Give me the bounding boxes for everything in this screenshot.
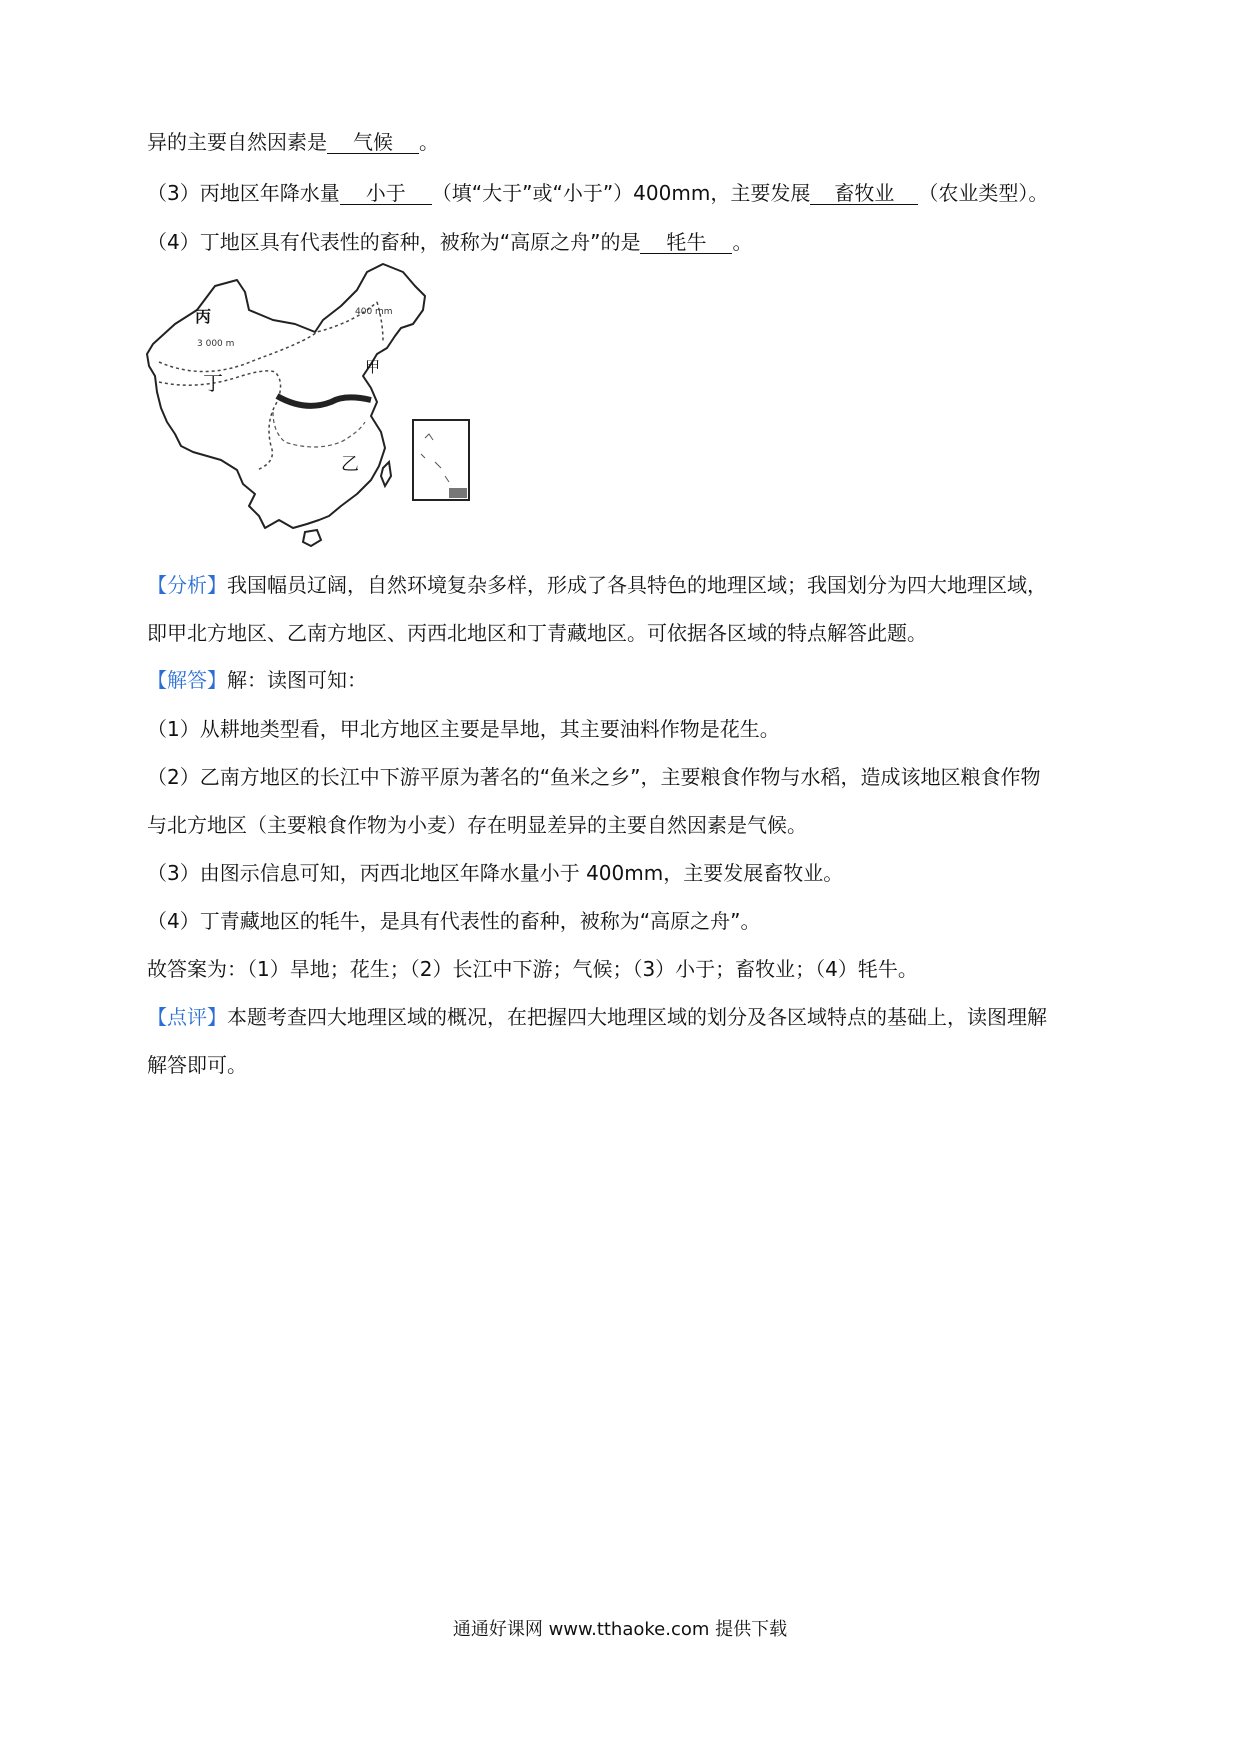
comment-line-1 — [147, 1004, 1047, 1030]
answer-text-1: （1）从耕地类型看，甲北方地区主要是旱地，其主要油料作物是花生。 — [147, 717, 780, 741]
answer-line-1 — [147, 716, 780, 742]
answer-intro-line — [147, 667, 367, 693]
comment-text-2: 解答即可。 — [147, 1053, 247, 1077]
answer-text-3: （3）由图示信息可知，丙西北地区年降水量小于 400mm，主要发展畜牧业。 — [147, 861, 844, 885]
q4-line — [147, 229, 752, 255]
qinling-huaihe-line — [277, 396, 371, 406]
analysis-line-1 — [147, 572, 1047, 598]
taiwan-island — [381, 462, 391, 486]
q3-text-pre: （3）丙地区年降水量 — [147, 181, 340, 205]
q3-text-post: （农业类型）。 — [918, 181, 1049, 205]
answer-line-4 — [147, 908, 760, 934]
answer-text-2a: （2）乙南方地区的长江中下游平原为著名的“鱼米之乡”，主要粮食作物与水稻，造成该地区粮食作物 — [147, 765, 1041, 789]
answer-blank-animal-husbandry: 畜牧业 — [810, 182, 918, 205]
boundary-south — [273, 412, 365, 447]
q3-text-mid: （填“大于”或“小于”）400mm，主要发展 — [431, 181, 811, 205]
footer-credit: 通通好课网 www.tthaoke.com 提供下载 — [452, 1619, 788, 1640]
answer-tag: 【解答】 — [147, 668, 227, 692]
analysis-tag: 【分析】 — [147, 573, 227, 597]
q4-text-post: 。 — [732, 230, 753, 254]
q4-text-pre: （4）丁地区具有代表性的畜种，被称为“高原之舟”的是 — [147, 230, 641, 254]
q2-tail-end: 。 — [419, 130, 439, 154]
analysis-text-2: 即甲北方地区、乙南方地区、丙西北地区和丁青藏地区。可依据各区域的特点解答此题。 — [147, 621, 927, 645]
answer-blank-yak: 牦牛 — [640, 231, 732, 254]
comment-line-2 — [147, 1052, 247, 1078]
answer-text-4: （4）丁青藏地区的牦牛，是具有代表性的畜种，被称为“高原之舟”。 — [147, 909, 761, 933]
answer-intro: 解：读图可知： — [227, 668, 367, 692]
hainan-island — [303, 530, 321, 546]
map-label-3000m: 3 000 m — [197, 339, 235, 349]
map-label-yi: 乙 — [341, 454, 359, 475]
map-label-jia: 甲 — [365, 358, 381, 376]
answer-line-2a — [147, 764, 1040, 790]
answer-text-2b: 与北方地区（主要粮食作物为小麦）存在明显差异的主要自然因素是气候。 — [147, 813, 807, 837]
china-regions-map — [145, 262, 535, 554]
answer-final: 故答案为：（1）旱地；花生；（2）长江中下游；气候；（3）小于；畜牧业；（4）牦牛。 — [147, 957, 918, 981]
q2-tail-text: 异的主要自然因素是 — [147, 130, 327, 154]
q2-tail-line — [147, 129, 439, 155]
answer-blank-less-than: 小于 — [340, 182, 432, 205]
map-label-ding: 丁 — [203, 371, 223, 395]
answer-line-2b — [147, 812, 807, 838]
answer-line-3 — [147, 860, 843, 886]
inset-caption-box — [449, 488, 467, 498]
comment-text-1: 本题考查四大地理区域的概况，在把握四大地理区域的划分及各区域特点的基础上，读图理解 — [227, 1005, 1047, 1029]
answer-blank-climate: 气候 — [327, 131, 419, 154]
map-label-400mm: 400 mm — [355, 307, 393, 317]
inset-islands — [421, 434, 449, 482]
analysis-line-2 — [147, 620, 927, 646]
q3-line — [147, 180, 1048, 206]
china-outline — [147, 264, 425, 528]
answer-final-line — [147, 956, 918, 982]
analysis-text-1: 我国幅员辽阔，自然环境复杂多样，形成了各具特色的地理区域；我国划分为四大地理区域， — [227, 573, 1047, 597]
map-label-bing: 丙 — [195, 307, 212, 326]
comment-tag: 【点评】 — [147, 1005, 227, 1029]
